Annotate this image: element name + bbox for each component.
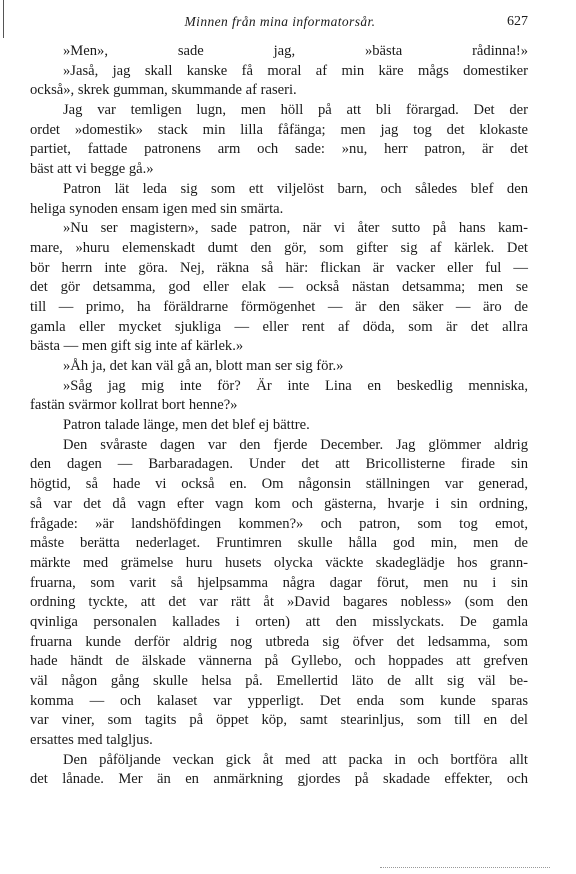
- text-line: »Såg jag mig inte för? Är inte Lina en beskedlig menniska,: [63, 377, 528, 394]
- page-edge-mark: [3, 0, 4, 38]
- text-line: »Åh ja, det kan väl gå an, blott man ser sig för.»: [63, 358, 344, 374]
- text-line: väl någon gång skulle helsa på. Emellertid läto de allt sig väl be-: [30, 673, 528, 689]
- text-line: fruarna kunde derför aldrig nog utbreda sig öfver det ledsamma, som: [30, 633, 528, 650]
- body-text: [30, 42, 528, 790]
- text-line: bästa — men gift sig inte af kärlek.»: [30, 338, 244, 355]
- text-line: komma — och kalaset var ypperligt. Det enda som kunde sparas: [30, 692, 528, 709]
- text-line: det gör detsamma, god eller elak — också nästan detsamma; men se: [30, 279, 528, 296]
- text-line: hade händt de älskade vännerna på Gyllebo, och hoppades att grefven: [30, 653, 528, 670]
- text-line: ordet »domestik» stack min lilla fåfänga; men jag tog det klokaste: [30, 121, 528, 138]
- text-line: så var det då vagn efter vagn kom och gästerna, hvarje i sin ordning,: [30, 495, 528, 512]
- text-line: Patron lät leda sig som ett viljelöst barn, och således blef den: [63, 180, 528, 197]
- text-line: fastän svärmor kollrat bort henne?»: [30, 397, 238, 414]
- text-line: partiet, fattade patronens arm och sade: »nu, herr patron, är det: [30, 141, 528, 158]
- text-line: också», skrek gumman, skummande af raseri.: [30, 82, 297, 99]
- text-line: gamla eller mycket sjukliga — eller rent af döda, som är det allra: [30, 318, 528, 335]
- page-number: 627: [507, 14, 528, 29]
- running-title: Minnen från mina informatorsår.: [184, 14, 376, 29]
- text-line: bäst att vi begge gå.»: [30, 161, 154, 178]
- text-line: ordning tyckte, att det var rätt åt »David bagares nobless» (som den: [30, 594, 528, 611]
- text-line: märkte med grämelse huru husets olycka väckte skadeglädje hos grann-: [30, 554, 528, 571]
- text-line: den dagen — Barbaradagen. Under det att Bricollisterne firade sin: [30, 456, 528, 473]
- text-line: det lånade. Mer än en anmärkning gjordes på skadade effekter, och: [30, 771, 528, 788]
- text-line: måste berätta nederlaget. Fruntimren skulle hålla god min, men de: [30, 535, 528, 552]
- bottom-rule: [380, 867, 550, 869]
- text-line: fruarna, som varit så hjelpsamma några dagar förut, men nu i sin: [30, 574, 528, 591]
- text-line: Patron talade länge, men det blef ej bättre.: [63, 417, 310, 434]
- text-line: var viner, som tagits på öppet köp, samt stearinljus, som till en del: [30, 712, 528, 729]
- text-line: frågade: »är landshöfdingen kommen?» och patron, som tog emot,: [30, 515, 528, 532]
- text-line: »Nu ser magistern», sade patron, när vi åter sutto på hans kam-: [63, 220, 528, 237]
- text-line: »Men», sade jag, »bästa rådinna!»: [63, 43, 528, 59]
- text-line: ersattes med talgljus.: [30, 732, 153, 749]
- text-line: »Jaså, jag skall kanske få moral af min käre mågs domestiker: [63, 62, 528, 79]
- text-line: qvinliga personalen kallades i orten) att den misslyckats. De gamla: [30, 613, 528, 630]
- text-line: heliga synoden ensam igen med sin smärta.: [30, 200, 284, 217]
- page-header: [30, 14, 530, 38]
- text-line: Den påföljande veckan gick åt med att packa in och bortföra allt: [63, 751, 528, 768]
- text-line: Den svåraste dagen var den fjerde December. Jag glömmer aldrig: [63, 436, 528, 453]
- text-line: till — primo, ha föräldrarne förmögenhet — är den säker — äro de: [30, 298, 528, 315]
- text-line: Jag var temligen lugn, men höll på att bli förargad. Det der: [63, 102, 528, 119]
- text-line: bör herrn inte göra. Nej, räkna så här: flickan är vacker eller ful —: [30, 259, 528, 276]
- text-line: mare, »huru elemenskadt dumt den gör, som gifter sig af kärlek. Det: [30, 239, 528, 256]
- text-line: högtid, så hade vi också en. Om någonsin ställningen var generad,: [30, 476, 528, 493]
